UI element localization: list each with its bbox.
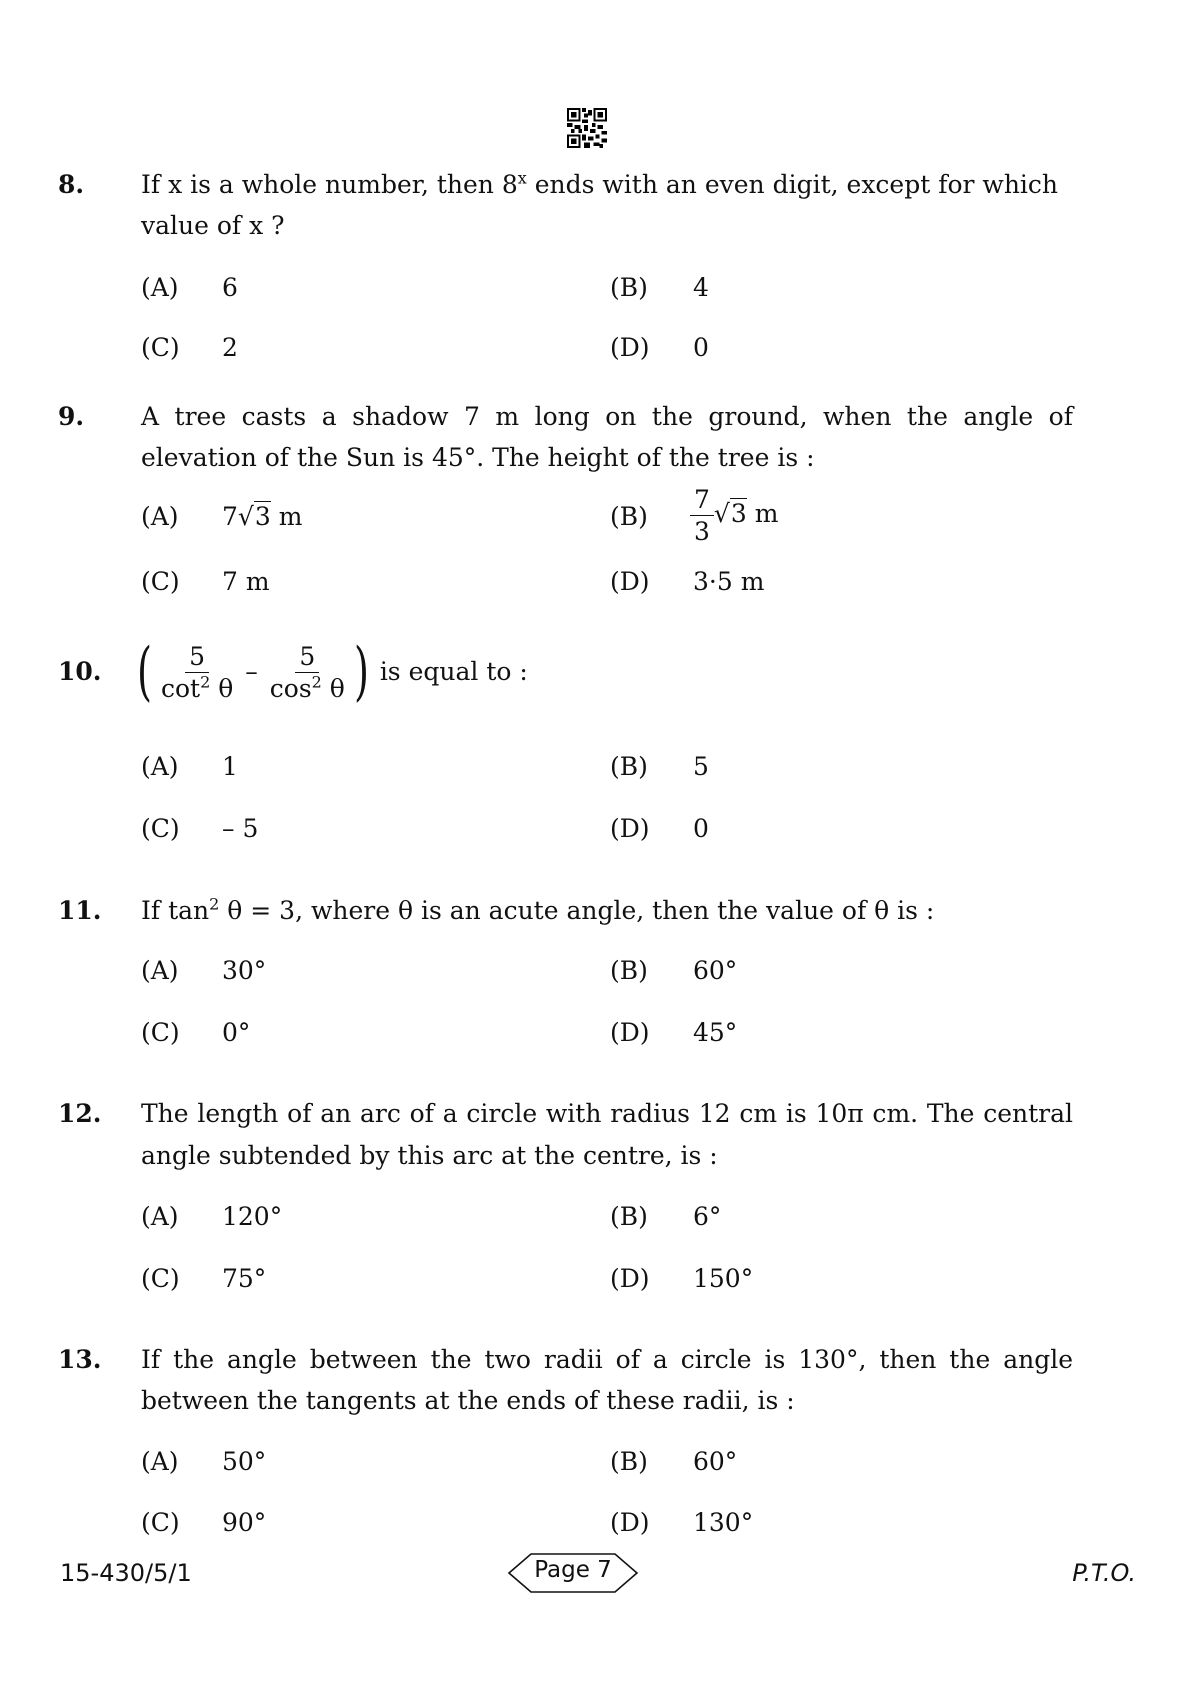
qr-code-icon — [567, 108, 607, 148]
question-text: between the tangents at the ends of these radii, is : — [141, 1386, 795, 1415]
question-number: 8. — [58, 170, 85, 199]
question-expression: ( $\frac{5}{\cot^2 \theta}$ – $\frac{5}{\cos^2 \theta}$ ) is equal to : — [136, 635, 528, 709]
question-number: 13. — [58, 1345, 102, 1374]
question-text: value of x ? — [141, 211, 285, 240]
option-label: (B) — [610, 502, 648, 531]
fraction: $\frac{5}{\cos^2 \theta}$ — [269, 641, 345, 703]
option-label: (D) — [610, 814, 650, 843]
option-label: (B) — [610, 1447, 648, 1476]
option-value: 0 — [693, 333, 709, 362]
option-value: 60° — [693, 956, 738, 985]
option-label: (D) — [610, 567, 650, 596]
option-label: (C) — [141, 1018, 180, 1047]
question-text: If x is a whole number, then 8$^x$ ends with an even digit, except for which — [141, 168, 1059, 199]
option-value: 130° — [693, 1508, 754, 1537]
option-label: (C) — [141, 814, 180, 843]
option-label: (C) — [141, 567, 180, 596]
paper-code: 15-430/5/1 — [60, 1559, 192, 1587]
option-value: $\frac{7}{3}$ √3 m — [690, 487, 778, 544]
option-label: (D) — [610, 1508, 650, 1537]
option-label: (B) — [610, 752, 648, 781]
option-value: 150° — [693, 1264, 754, 1293]
question-text: angle subtended by this arc at the centre, is : — [141, 1141, 718, 1170]
fraction: $\frac{5}{\cot^2 \theta}$ — [160, 641, 234, 703]
option-value: 90° — [222, 1508, 267, 1537]
option-value: 50° — [222, 1447, 267, 1476]
question-text: If $\tan^2 \theta = 3$, where θ is an acute angle, then the value of θ is : — [141, 894, 935, 925]
option-label: (C) — [141, 1508, 180, 1537]
option-value: 3·5 m — [693, 567, 765, 596]
option-label: (A) — [141, 1202, 179, 1231]
option-value: 120° — [222, 1202, 283, 1231]
option-label: (B) — [610, 1202, 648, 1231]
option-label: (B) — [610, 273, 648, 302]
option-value: 2 — [222, 333, 238, 362]
option-label: (A) — [141, 502, 179, 531]
option-value: 1 — [222, 752, 238, 781]
option-value: 6° — [693, 1202, 722, 1231]
page-number-badge — [507, 1552, 639, 1594]
please-turn-over: P.T.O. — [1072, 1559, 1136, 1587]
question-text: elevation of the Sun is 45°. The height of the tree is : — [141, 443, 815, 472]
option-label: (D) — [610, 333, 650, 362]
option-label: (C) — [141, 333, 180, 362]
option-label: (D) — [610, 1264, 650, 1293]
option-label: (C) — [141, 1264, 180, 1293]
option-label: (A) — [141, 273, 179, 302]
question-number: 9. — [58, 402, 85, 431]
question-number: 11. — [58, 896, 102, 925]
question-text: A tree casts a shadow 7 m long on the ground, when the angle of — [141, 402, 1073, 431]
option-value: 0° — [222, 1018, 251, 1047]
option-value: 7√3 m — [222, 502, 303, 531]
option-label: (A) — [141, 956, 179, 985]
option-label: (A) — [141, 1447, 179, 1476]
option-value: 5 — [693, 752, 709, 781]
option-label: (B) — [610, 956, 648, 985]
question-number: 10. — [58, 657, 102, 686]
question-text: The length of an arc of a circle with radius 12 cm is 10π cm. The central — [141, 1099, 1073, 1128]
question-text: If the angle between the two radii of a circle is 130°, then the angle — [141, 1345, 1073, 1374]
option-value: 6 — [222, 273, 238, 302]
option-value: – 5 — [222, 814, 259, 843]
option-value: 60° — [693, 1447, 738, 1476]
option-value: 45° — [693, 1018, 738, 1047]
option-value: 4 — [693, 273, 709, 302]
page-number: Page 7 — [534, 1557, 612, 1583]
option-label: (D) — [610, 1018, 650, 1047]
question-number: 12. — [58, 1099, 102, 1128]
fraction: $\frac{7}{3}$ — [690, 487, 714, 544]
option-value: 75° — [222, 1264, 267, 1293]
option-value: 7 m — [222, 567, 270, 596]
option-value: 0 — [693, 814, 709, 843]
option-value: 30° — [222, 956, 267, 985]
option-label: (A) — [141, 752, 179, 781]
